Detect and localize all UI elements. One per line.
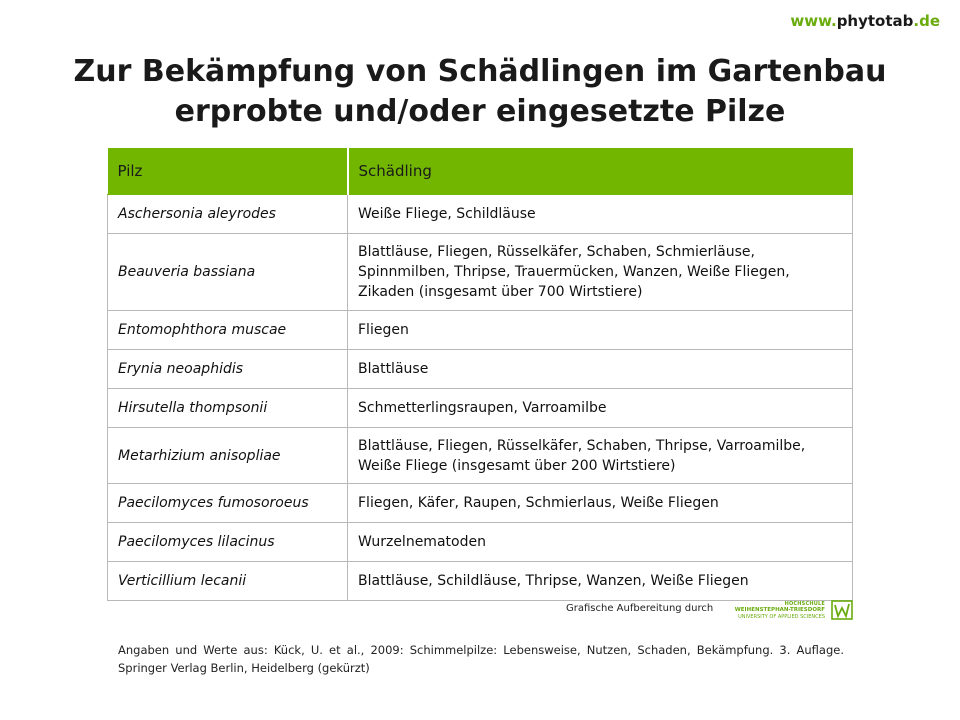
cell-schaedling: Blattläuse <box>348 350 853 389</box>
site-url[interactable] <box>790 12 940 30</box>
table-row <box>108 484 853 523</box>
cell-pilz: Beauveria bassiana <box>108 234 348 311</box>
table-row <box>108 311 853 350</box>
cell-schaedling: Blattläuse, Schildläuse, Thripse, Wanzen, Weiße Fliegen <box>348 562 853 601</box>
table-row <box>108 428 853 484</box>
cell-schaedling: Weiße Fliege, Schildläuse <box>348 195 853 234</box>
cell-schaedling: Wurzelnematoden <box>348 523 853 562</box>
table-row <box>108 523 853 562</box>
university-logo[interactable] <box>735 600 853 622</box>
cell-pilz: Paecilomyces fumosoroeus <box>108 484 348 523</box>
column-header-pilz: Pilz <box>108 148 348 195</box>
table-header-row <box>108 148 853 195</box>
cell-pilz: Metarhizium anisopliae <box>108 428 348 484</box>
cell-pilz: Paecilomyces lilacinus <box>108 523 348 562</box>
cell-schaedling: Blattläuse, Fliegen, Rüsselkäfer, Schaben, Schmierläuse, Spinnmilben, Thripse, Trauermücken, Wanzen, Weiße Fliegen, Zikaden (insgesamt über 700 Wirtstiere) <box>348 234 853 311</box>
table-row <box>108 562 853 601</box>
cell-schaedling: Schmetterlingsraupen, Varroamilbe <box>348 389 853 428</box>
fungi-table <box>107 148 853 601</box>
credit-text: Grafische Aufbereitung durch <box>566 603 714 614</box>
page-title <box>0 52 960 132</box>
column-header-schaedling: Schädling <box>348 148 853 195</box>
site-url-prefix: www. <box>790 12 837 30</box>
cell-schaedling: Fliegen, Käfer, Raupen, Schmierlaus, Weiße Fliegen <box>348 484 853 523</box>
site-url-suffix: .de <box>913 12 940 30</box>
logo-line2: WEIHENSTEPHAN-TRIESDORF <box>734 607 825 613</box>
cell-pilz: Aschersonia aleyrodes <box>108 195 348 234</box>
table-row <box>108 389 853 428</box>
logo-line1: HOCHSCHULE <box>784 601 825 607</box>
table-row <box>108 234 853 311</box>
table-row <box>108 195 853 234</box>
hswt-logo-icon <box>831 600 853 620</box>
page-title-line1: Zur Bekämpfung von Schädlingen im Gartenbau <box>73 54 887 89</box>
cell-pilz: Entomophthora muscae <box>108 311 348 350</box>
page-title-line2: erprobte und/oder eingesetzte Pilze <box>174 94 786 129</box>
site-url-name: phytotab <box>836 12 914 30</box>
cell-pilz: Verticillium lecanii <box>108 562 348 601</box>
cell-schaedling: Fliegen <box>348 311 853 350</box>
table-row <box>108 350 853 389</box>
logo-line3: UNIVERSITY OF APPLIED SCIENCES <box>738 614 825 620</box>
cell-schaedling: Blattläuse, Fliegen, Rüsselkäfer, Schaben, Thripse, Varroamilbe, Weiße Fliege (insgesamt über 200 Wirtstiere) <box>348 428 853 484</box>
cell-pilz: Erynia neoaphidis <box>108 350 348 389</box>
cell-pilz: Hirsutella thompsonii <box>108 389 348 428</box>
source-citation: Angaben und Werte aus: Kück, U. et al., 2009: Schimmelpilze: Lebensweise, Nutzen, Schaden, Bekämpfung. 3. Auflage. Springer Verlag Berlin, Heidelberg (gekürzt) <box>118 643 844 675</box>
